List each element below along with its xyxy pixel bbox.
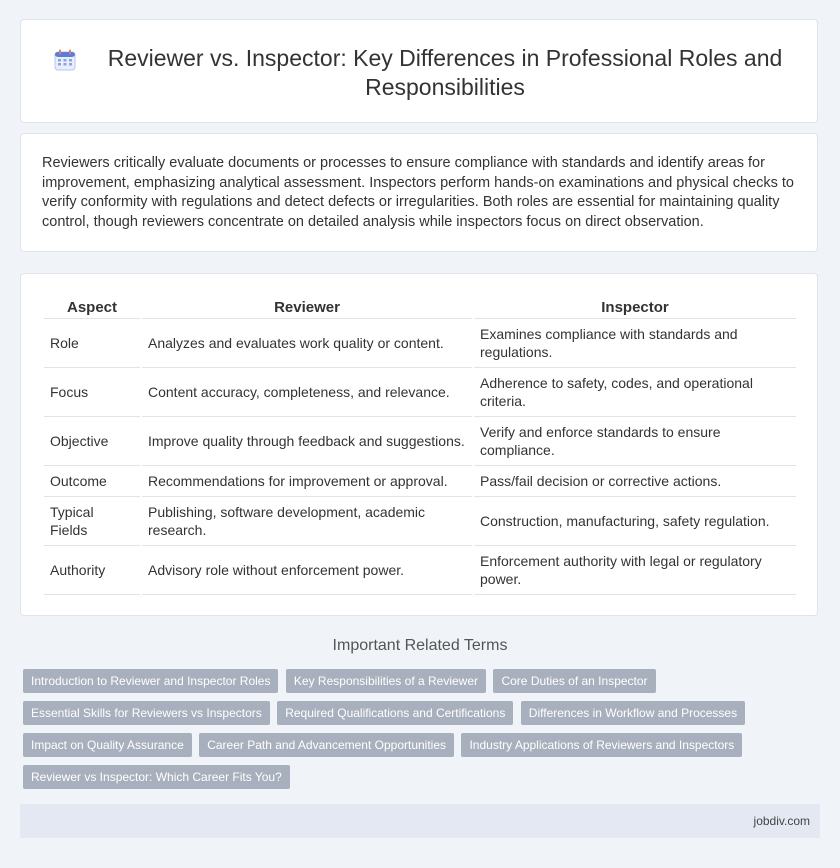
reviewer-cell: Content accuracy, completeness, and relevance. — [142, 368, 472, 417]
related-term-tag[interactable]: Reviewer vs Inspector: Which Career Fits You? — [23, 765, 290, 789]
footer-site-link[interactable]: jobdiv.com — [753, 814, 810, 828]
table-row — [44, 319, 796, 368]
reviewer-cell: Improve quality through feedback and suggestions. — [142, 417, 472, 466]
table-row — [44, 497, 796, 546]
related-term-tag[interactable]: Differences in Workflow and Processes — [521, 701, 745, 725]
related-term-tag[interactable]: Essential Skills for Reviewers vs Inspectors — [23, 701, 270, 725]
inspector-cell: Pass/fail decision or corrective actions. — [474, 466, 796, 497]
comparison-card — [20, 273, 818, 616]
aspect-cell: Focus — [44, 368, 140, 417]
header-inspector: Inspector — [474, 296, 796, 319]
inspector-cell: Adherence to safety, codes, and operational criteria. — [474, 368, 796, 417]
comparison-table — [42, 296, 798, 595]
related-term-tag[interactable]: Key Responsibilities of a Reviewer — [286, 669, 486, 693]
intro-paragraph: Reviewers critically evaluate documents or processes to ensure compliance with standards and identify areas for improvement, emphasizing analytical assessment. Inspectors perform hands-on examinations and physical checks to verify conformity with regulations and detect defects or irregularities. Both roles are essential for maintaining quality control, though reviewers concentrate on detailed analysis while inspectors focus on direct observation. — [42, 155, 794, 230]
table-row — [44, 466, 796, 497]
header-reviewer: Reviewer — [142, 296, 472, 319]
inspector-cell: Construction, manufacturing, safety regulation. — [474, 497, 796, 546]
aspect-cell: Typical Fields — [44, 497, 140, 546]
inspector-cell: Verify and enforce standards to ensure compliance. — [474, 417, 796, 466]
related-term-tag[interactable]: Career Path and Advancement Opportunities — [199, 733, 454, 757]
inspector-cell: Enforcement authority with legal or regulatory power. — [474, 546, 796, 595]
table-row — [44, 368, 796, 417]
reviewer-cell: Analyzes and evaluates work quality or content. — [142, 319, 472, 368]
aspect-cell: Authority — [44, 546, 140, 595]
reviewer-cell: Recommendations for improvement or approval. — [142, 466, 472, 497]
table-row — [44, 417, 796, 466]
aspect-cell: Objective — [44, 417, 140, 466]
table-row — [44, 546, 796, 595]
reviewer-cell: Publishing, software development, academic research. — [142, 497, 472, 546]
table-header-row — [44, 296, 796, 319]
related-term-tag[interactable]: Required Qualifications and Certifications — [277, 701, 513, 725]
aspect-cell: Outcome — [44, 466, 140, 497]
related-term-tag[interactable]: Core Duties of an Inspector — [493, 669, 655, 693]
aspect-cell: Role — [44, 319, 140, 368]
reviewer-cell: Advisory role without enforcement power. — [142, 546, 472, 595]
page-title: Reviewer vs. Inspector: Key Differences in Professional Roles and Responsibilities — [107, 45, 783, 100]
header-aspect: Aspect — [44, 296, 140, 319]
related-terms-title: Important Related Terms — [332, 637, 508, 654]
footer — [20, 804, 820, 838]
inspector-cell: Examines compliance with standards and regulations. — [474, 319, 796, 368]
intro-card — [20, 133, 818, 252]
related-term-tag[interactable]: Impact on Quality Assurance — [23, 733, 192, 757]
related-term-tag[interactable]: Industry Applications of Reviewers and Inspectors — [461, 733, 742, 757]
related-term-tag[interactable]: Introduction to Reviewer and Inspector Roles — [23, 669, 278, 693]
calendar-icon — [53, 48, 77, 72]
related-terms-list — [23, 669, 783, 797]
